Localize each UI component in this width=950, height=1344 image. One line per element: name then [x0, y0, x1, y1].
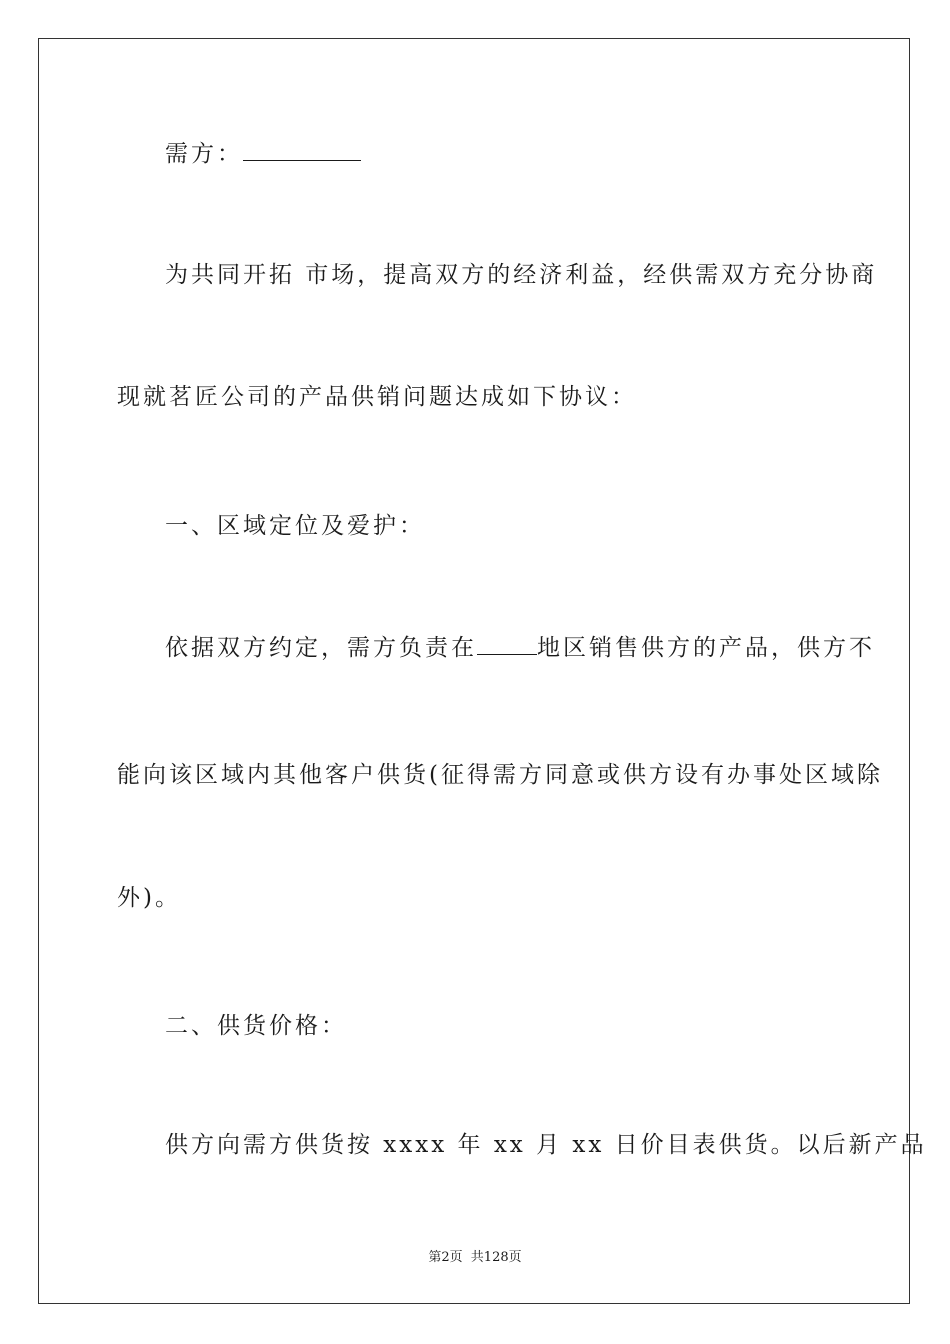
region-blank [477, 634, 537, 655]
paragraph-2-line-2: 能向该区域内其他客户供货(征得需方同意或供方设有办事处区域除 [117, 762, 883, 788]
buyer-line [165, 139, 885, 169]
paragraph-2-part-a: 依据双方约定，需方负责在 [165, 635, 477, 661]
page-footer [0, 1246, 950, 1265]
page-border [38, 38, 927, 1304]
buyer-blank [243, 140, 361, 161]
paragraph-1-line-1: 为共同开拓 市场，提高双方的经济利益，经供需双方充分协商 [165, 262, 878, 288]
section-1-heading: 一、区域定位及爱护： [165, 513, 425, 539]
page-number: 第2页 [428, 1250, 463, 1265]
paragraph-3-line-1: 供方向需方供货按 xxxx 年 xx 月 xx 日价目表供货。以后新产品 [165, 1132, 927, 1158]
page-total: 共128页 [470, 1250, 522, 1265]
paragraph-2-line-3: 外)。 [117, 885, 181, 911]
buyer-label: 需方： [165, 141, 243, 167]
paragraph-2-line-1 [165, 633, 885, 663]
paragraph-1-line-2: 现就茗匠公司的产品供销问题达成如下协议： [117, 384, 637, 410]
paragraph-2-part-b: 地区销售供方的产品，供方不 [537, 635, 875, 661]
section-2-heading: 二、供货价格： [165, 1013, 347, 1039]
